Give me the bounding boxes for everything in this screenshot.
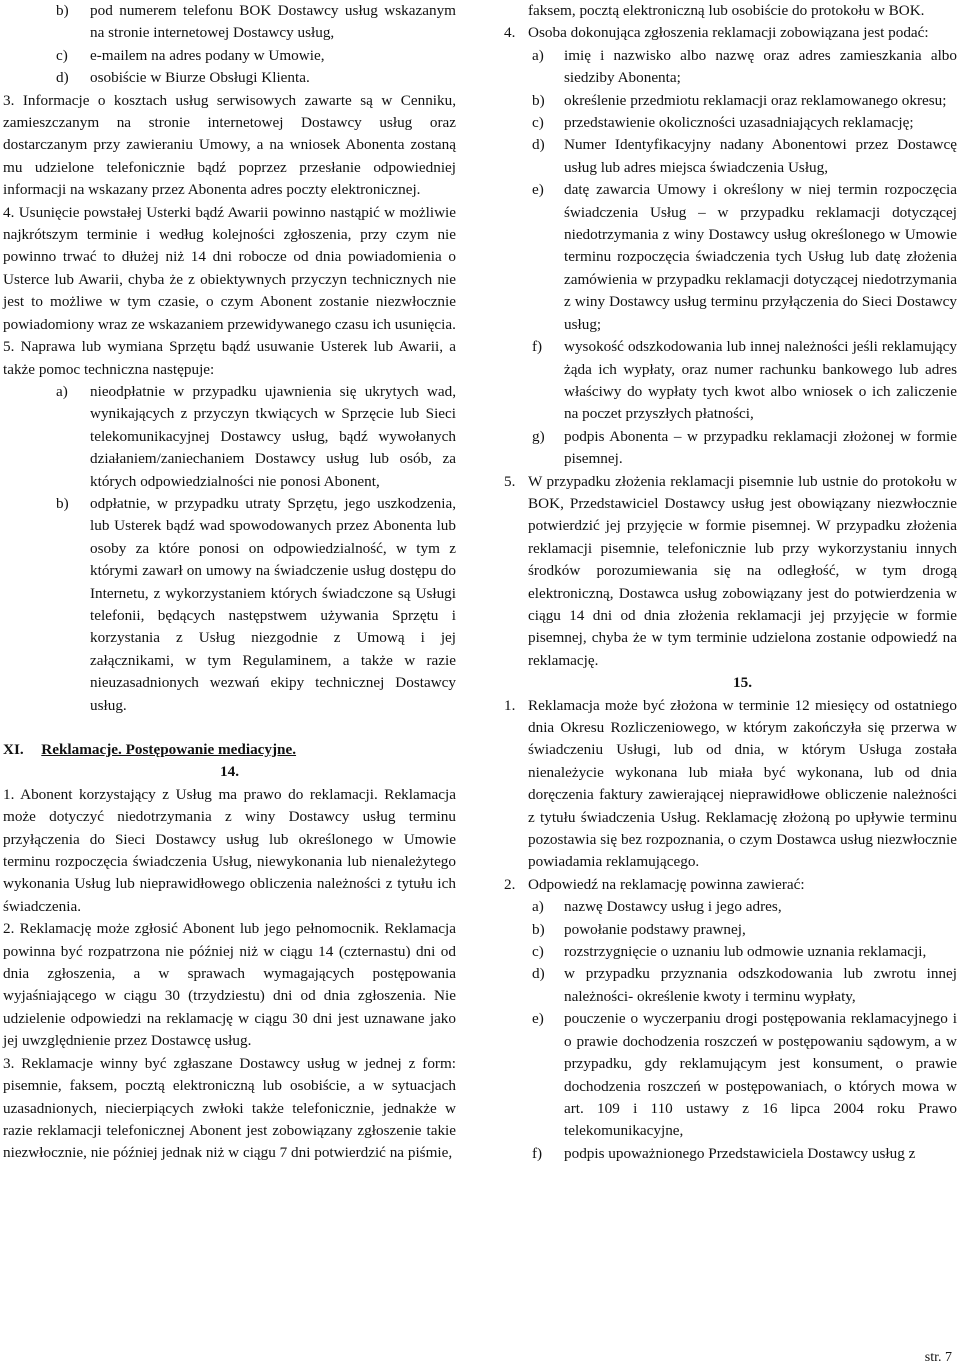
intro-item-c: c) e-mailem na adres podany w Umowie, <box>56 46 325 64</box>
s14-item-1: 1. Abonent korzystający z Usług ma prawo do reklamacji. Reklamacja może dotyczyć niedotrzymania z winy Dostawcy usług terminu przyłączenia do Sieci Dostawcy usług lub określonego w Umowie terminu rozpoczęcia świadczenia Usług, niewykonania lub nienależytego wykonania Usług lub nieprawidłowego obliczenia należności z tytułu ich świadczenia. <box>3 785 456 915</box>
s15-item-2: 2. Odpowiedź na reklamację powinna zawierać: <box>504 875 805 893</box>
paragraph-5-right: 5. W przypadku złożenia reklamacji pisemnie lub ustnie do protokołu w BOK, Przedstawiciel Dostawcy usług jest obowiązany niezwłocznie potwierdzić jej przyjęcie w formie pisemnej. W przypadku złożenia reklamacji pisemnie, telefonicznie lub przy wykorzystaniu innych środków porozumiewania się na odległość, w tym drogą elektroniczną, Dostawca usług zobowiązany jest do potwierdzenia w ciągu 14 dni od dnia złożenia reklamacji jej przyjęcie w formie pisemnej, chyba że w tym terminie udzielona zostanie odpowiedź na reklamację. <box>504 472 957 669</box>
s14-item-3: 3. Reklamacje winny być zgłaszane Dostawcy usług w jednej z form: pisemnie, faksem, pocztą elektroniczną lub osobiście, a w sytuacjach uzasadnionych, niecierpiących zwłoki także telefonicznie, jednakże w razie reklamacji telefonicznej Abonent jest zobowiązany zgłoszenie takie niezwłocznie, nie później jednak niż w ciągu 7 dni potwierdzić na piśmie, <box>3 1054 457 1162</box>
paragraph-5-item-b: b) odpłatnie, w przypadku utraty Sprzętu, jego uszkodzenia, lub Usterek bądź wad spowodowanych przez Abonenta lub osoby za które ponosi on odpowiedzialność, w tym z którymi zawarł on umowy na świadczenie usług dostępu do Internetu, z wykorzystaniem których świadczone są Usługi telefonii, będących następstwem używania Sprzętu i korzystania z Usług niezgodnie z Umową i jej załącznikami, w tym Regulaminem, a także w razie nieuzasadnionych wezwań ekipy technicznej Dostawcy usług. <box>56 494 456 714</box>
paragraph-15-heading: 15. <box>733 674 752 692</box>
s15-item-c: c) rozstrzygnięcie o uznaniu lub odmowie uznania reklamacji, <box>532 943 927 961</box>
intro-item-b: b) pod numerem telefonu BOK Dostawcy usług wskazanym na stronie internetowej Dostawcy usług, <box>56 2 456 42</box>
paragraph-5-item-a: a) nieodpłatnie w przypadku ujawnienia się ukrytych wad, wynikających z przyczyn tkwiących w Sprzęcie lub Sieci telekomunikacyjnej Dostawcy usług, bądź wywołanych działaniem/zaniechaniem Dostawcy usług lub osób, za których odpowiedzialności nie ponosi Abonent, <box>56 382 456 490</box>
section-heading <box>3 739 456 761</box>
paragraph-4-right: 4. Osoba dokonująca zgłoszenia reklamacji zobowiązana jest podać: <box>504 24 929 42</box>
p4-item-f: f) wysokość odszkodowania lub innej należności jeśli reklamujący żąda ich wypłaty, oraz numer rachunku bankowego lub adres właściwy do wypłaty tych kwot albo wniosek o ich zaliczenie na poczet przyszłych płatności, <box>532 338 957 423</box>
s15-item-1: 1. Reklamacja może być złożona w terminie 12 miesięcy od ostatniego dnia Okresu Rozliczeniowego, w którym zakończyła się przerwa w świadczeniu Usługi, lub od dnia, w którym Usługa została nienależycie wykonana lub miała być wykonana, lub od dnia doręczenia faktury zawierającej nieprawidłowe obliczenie należności z tytułu świadczenia Usług. Reklamację złożoną po upływie terminu pozostawia się bez rozpoznania, o czym Dostawca usług niezwłocznie powiadamia reklamującego. <box>504 696 957 871</box>
section-title: Reklamacje. Postępowanie mediacyjne. <box>41 741 297 758</box>
paragraph-4 <box>3 202 456 336</box>
p4-item-d: d) Numer Identyfikacyjny nadany Abonentowi przez Dostawcę usług lub adres miejsca świadczenia Usług, <box>532 136 957 176</box>
s15-item-e: e) pouczenie o wyczerpaniu drogi postępowania reklamacyjnego i o prawie dochodzenia roszczeń w postępowaniu sądowym, a w przypadku, gdy reklamującym jest konsument, o prawie dochodzenia roszczeń w postępowaniach, o których mowa w art. 109 i 110 ustawy z 16 lipca 2004 roku Prawo telekomunikacyjne, <box>532 1010 957 1140</box>
paragraph-5-number: 5. <box>3 338 15 356</box>
p4-item-c: c) przedstawienie okoliczności uzasadniających reklamację; <box>532 114 914 132</box>
left-column <box>3 0 456 1165</box>
s15-item-b: b) powołanie podstawy prawnej, <box>532 920 746 938</box>
p4-item-a: a) imię i nazwisko albo nazwę oraz adres zamieszkania albo siedziby Abonenta; <box>532 46 957 87</box>
s15-item-f: f) podpis upoważnionego Przedstawiciela Dostawcy usług z <box>532 1144 916 1162</box>
paragraph-3 <box>3 90 456 202</box>
page-number: str. 7 <box>924 1350 952 1365</box>
paragraph-14-heading: 14. <box>220 763 239 781</box>
right-column <box>500 0 957 1165</box>
paragraph-4-text: Usunięcie powstałej Usterki bądź Awarii powinno nastąpić w możliwie najkrótszym terminie i według kolejności zgłoszenia, przy czym nie powinno trwać to dłużej niż 14 dni robocze od dnia powiadomienia o Usterce lub Awarii, chyba że z obiektywnych przyczyn technicznych nie jest to możliwe w tym czasie, o czym Abonent zostanie niezwłocznie powiadomiony wraz ze wskazaniem przewidywanego czasu ich usunięcia. <box>3 203 456 333</box>
paragraph-3-text: Informacje o kosztach usług serwisowych zawarte są w Cenniku, zamieszczanym na stronie internetowej Dostawcy usług oraz dostarczanym przy zawieraniu Umowy, a na wniosek Abonenta zostaną mu udzielone telefonicznie bądź poprzez przesłanie odpowiedniej informacji na wskazany przez Abonenta adres poczty elektronicznej. <box>3 91 456 199</box>
paragraph-3-number: 3. <box>3 91 15 109</box>
paragraph-5 <box>3 336 456 717</box>
p4-item-e: e) datę zawarcia Umowy i określony w niej termin rozpoczęcia świadczenia Usług – w przypadku reklamacji dotyczącej niedotrzymania z winy Dostawcy usług określonego w Umowie terminu rozpoczęcia świadczenia tych Usług lub datę złożenia zamówienia w przypadku reklamacji dotyczącej niedotrzymania z winy Dostawcy usług terminu przyłączenia do Sieci Dostawcy usług; <box>532 181 957 333</box>
p4-item-b: b) określenie przedmiotu reklamacji oraz reklamowanego okresu; <box>532 91 947 109</box>
p4-item-g: g) podpis Abonenta – w przypadku reklamacji złożonej w formie pisemnej. <box>532 427 957 468</box>
s15-item-d: d) w przypadku przyznania odszkodowania lub zwrotu innej należności- określenie kwoty i terminu wypłaty, <box>532 965 957 1005</box>
s15-item-a: a) nazwę Dostawcy usług i jego adres, <box>532 898 782 916</box>
s14-item-2: 2. Reklamację może zgłosić Abonent lub jego pełnomocnik. Reklamacja powinna być rozpatrzona nie później niż w ciągu 14 (czternastu) dni od dnia zgłoszenia, a w sprawach wymagających postępowania wyjaśniającego w ciągu 30 (trzydziestu) dni od dnia zgłoszenia. Nie udzielenie odpowiedzi na reklamację w ciągu 30 dni jest uznawane jako jej uwzględnienie przez Dostawcę usług. <box>3 920 456 1050</box>
paragraph-4-number: 4. <box>3 203 15 221</box>
continuation-text: faksem, pocztą elektroniczną lub osobiście do protokołu w BOK. <box>528 2 925 19</box>
section-number: XI. <box>3 741 24 758</box>
paragraph-5-text: Naprawa lub wymiana Sprzętu bądź usuwanie Usterek lub Awarii, a także pomoc techniczna następuje: <box>3 338 456 378</box>
intro-item-d: d) osobiście w Biurze Obsługi Klienta. <box>56 69 310 87</box>
